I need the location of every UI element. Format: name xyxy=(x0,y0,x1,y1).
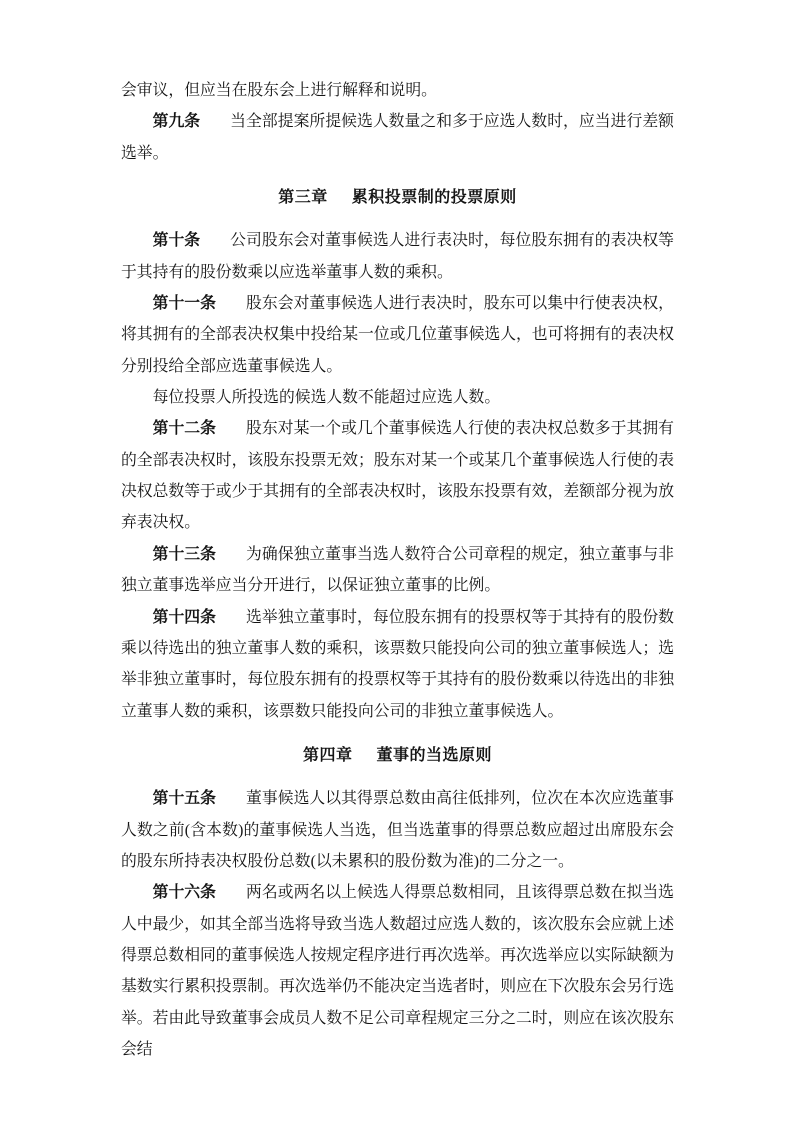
article-number: 第十三条 xyxy=(152,545,217,563)
article-text: 当全部提案所提候选人数量之和多于应选人数时，应当进行差额选举。 xyxy=(121,113,674,162)
article-text: 董事候选人以其得票总数由高往低排列，位次在本次应选董事人数之前(含本数)的董事候选人当选，但当选董事的得票总数应超过出席股东会的股东所持表决权股份总数(以未累积的股份数为准)的二分之一。 xyxy=(121,790,674,870)
article-paragraph xyxy=(121,783,674,877)
article-number: 第十一条 xyxy=(152,295,217,313)
article-number: 第九条 xyxy=(152,113,201,131)
body-paragraph xyxy=(121,75,674,106)
chapter-number: 第三章 xyxy=(278,189,328,207)
chapter-title: 董事的当选原则 xyxy=(376,746,493,764)
paragraph-text: 会审议，但应当在股东会上进行解释和说明。 xyxy=(121,82,437,99)
chapter-number: 第四章 xyxy=(302,746,353,764)
article-paragraph xyxy=(121,225,674,288)
article-number: 第十二条 xyxy=(152,420,217,438)
article-text: 为确保独立董事当选人数符合公司章程的规定，独立董事与非独立董事选举应当分开进行，以保证独立董事的比例。 xyxy=(121,545,674,595)
article-paragraph xyxy=(121,106,674,169)
article-paragraph xyxy=(121,288,674,382)
article-paragraph xyxy=(121,602,674,727)
article-text: 股东对某一个或几个董事候选人行使的表决权总数多于其拥有的全部表决权时，该股东投票无效；股东对某一个或某几个董事候选人行使的表决权总数等于或少于其拥有的全部表决权时，该股东投票有效，差额部分视为放弃表决权。 xyxy=(121,420,674,532)
article-number: 第十四条 xyxy=(152,608,217,626)
article-paragraph xyxy=(121,877,674,1065)
article-text: 选举独立董事时，每位股东拥有的投票权等于其持有的股份数乘以待选出的独立董事人数的乘积，该票数只能投向公司的独立董事候选人；选举非独立董事时，每位股东拥有的投票权等于其持有的股份数乘以待选出的非独立董事人数的乘积，该票数只能投向公司的非独立董事候选人。 xyxy=(121,608,674,720)
article-paragraph xyxy=(121,413,674,538)
body-paragraph xyxy=(121,382,674,413)
chapter-heading xyxy=(121,182,674,213)
article-text: 两名或两名以上候选人得票总数相同，且该得票总数在拟当选人中最少，如其全部当选将导致当选人数超过应选人数的，该次股东会应就上述得票总数相同的董事候选人按规定程序进行再次选举。再次选举应以实际缺额为基数实行累积投票制。再次选举仍不能决定当选者时，则应在下次股东会另行选举。若由此导致董事会成员人数不足公司章程规定三分之二时，则应在该次股东会结 xyxy=(121,884,674,1058)
paragraph-text: 每位投票人所投选的候选人数不能超过应选人数。 xyxy=(152,389,501,407)
article-number: 第十六条 xyxy=(152,884,217,902)
article-number: 第十条 xyxy=(152,232,201,250)
document-content xyxy=(121,75,674,1065)
article-number: 第十五条 xyxy=(152,790,217,808)
article-text: 公司股东会对董事候选人进行表决时，每位股东拥有的表决权等于其持有的股份数乘以应选举董事人数的乘积。 xyxy=(121,232,674,281)
chapter-heading xyxy=(121,740,674,771)
article-text: 股东会对董事候选人进行表决时，股东可以集中行使表决权，将其拥有的全部表决权集中投给某一位或几位董事候选人，也可将拥有的表决权分别投给全部应选董事候选人。 xyxy=(121,295,674,375)
article-paragraph xyxy=(121,539,674,602)
chapter-title: 累积投票制的投票原则 xyxy=(351,189,517,207)
